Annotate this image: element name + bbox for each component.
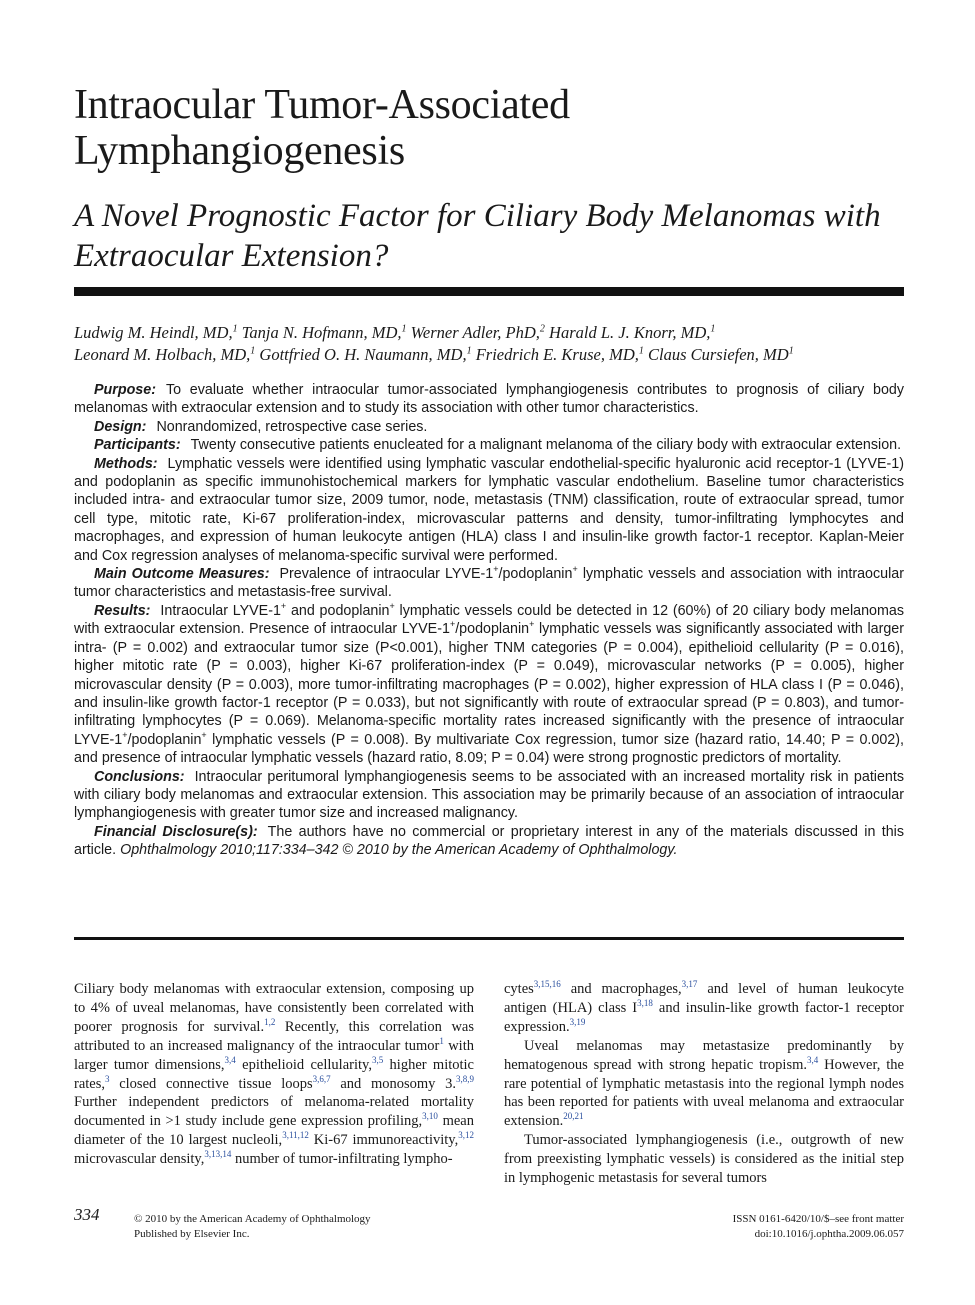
body-column-left (74, 980, 474, 1169)
abstract-divider (74, 937, 904, 940)
title-divider (74, 287, 904, 296)
abstract-methods: Methods: Lymphatic vessels were identified using lymphatic vascular endothelial-specific hyaluronic acid receptor-1 (LYVE-1) and podoplanin as specific immunohistochemical markers for lymphatic vascular endothelium. Baseline tumor characteristics included intra- and extraocular tumor size, 2009 tumor, node, metastasis (TNM) classification, route of extraocular spread, tumor cell type, mitotic rate, Ki-67 proliferation-index, microvascular patterns and density, tumor-infiltrating lymphocytes and macrophages, and expression of human leukocyte antigen (HLA) class I and insulin-like growth factor-1 receptor. Kaplan-Meier and Cox regression analyses of melanoma-specific survival were performed. (74, 455, 904, 564)
reference-link[interactable]: 3,11,12 (282, 1130, 309, 1141)
body-paragraph: cytes$^{3,15,16}$ and macrophages,$^{3,17}$ and level of human leukocyte antigen (HLA) class I$^{3,18}$ and insulin-like growth factor-1 receptor expression.$^{3,19}$ (504, 979, 905, 1035)
abstract-results: Results: Intraocular LYVE-1+ and podoplanin+ lymphatic vessels could be detected in 12 (60%) of 20 ciliary body melanomas with extraocular extension. Presence of intraocular LYVE-1+/podoplanin+ lymphatic vessels was significantly associated with larger intra- (P = 0.002) and extraocular tumor size (P<0.001), higher TNM categories (P = 0.004), epithelioid cellularity (P = 0.016), higher mitotic rate (P = 0.003), higher Ki-67 proliferation-index (P = 0.049), microvascular networks (P = 0.005), higher microvascular density (P = 0.003), more tumor-infiltrating macrophages (P = 0.002), higher expression of HLA class I (P = 0.046), and insulin-like growth factor-1 receptor (P = 0.033), but not significantly with route of extraocular spread (P = 0.803), and tumor-infiltrating lymphocytes (P = 0.069). Melanoma-specific mortality rates increased significantly with the presence of intraocular LYVE-1+/podoplanin+ lymphatic vessels (P = 0.008). By multivariate Cox regression, tumor size (hazard ratio, 14.40; P = 0.002), and presence of intraocular lymphatic vessels (hazard ratio, 8.09; P = 0.04) were strong prognostic predictors of mortality. (74, 601, 904, 767)
reference-link[interactable]: 3,6,7 (312, 1073, 331, 1084)
abstract-purpose: Purpose: To evaluate whether intraocular tumor-associated lymphangiogenesis contributes to prognosis of ciliary body melanomas with extraocular extension and to study its association with other tumor characteristics. (74, 382, 904, 417)
author: Tanja N. Hofmann, MD,$^1$ (241, 323, 407, 342)
reference-link[interactable]: 3,10 (422, 1111, 438, 1122)
body-paragraph: Uveal melanomas may metastasize predominantly by hematogenous spread with strong hepatic tropism.$^{3,4}$ However, the rare potential of lymphatic metastasis into the regional lymph nodes has been reported for patients with uveal melanoma and extraocular extension.$^{20,21}$ (504, 1037, 904, 1130)
author: Harald L. J. Knorr, MD,$^1$ (549, 323, 716, 342)
abstract-conclusions: Conclusions: Intraocular peritumoral lymphangiogenesis seems to be associated with an increased mortality risk in patients with ciliary body melanomas and extraocular extension. This association may be primarily because of an association of intraocular lymphangiogenesis with greater tumor size and increased malignancy. (74, 768, 904, 822)
footer-issn: ISSN 0161-6420/10/$–see front matter (732, 1213, 904, 1225)
article-title: Intraocular Tumor-Associated Lymphangiogenesis (74, 82, 570, 174)
reference-link[interactable]: 1,2 (264, 1016, 276, 1027)
reference-link[interactable]: 3 (105, 1073, 110, 1084)
abstract-outcome-measures: Main Outcome Measures: Prevalence of intraocular LYVE-1+/podoplanin+ lymphatic vessels and association with intraocular tumor characteristics and metastasis-free survival. (74, 564, 904, 601)
reference-link[interactable]: 3,8,9 (456, 1073, 475, 1084)
author-list (74, 322, 904, 366)
reference-link[interactable]: 3,19 (569, 1016, 586, 1027)
footer-publisher-info (134, 1212, 371, 1242)
reference-link[interactable]: 3,18 (637, 998, 653, 1009)
reference-link[interactable]: 3,4 (807, 1054, 819, 1065)
footer-identifiers (733, 1212, 904, 1242)
author: Friedrich E. Kruse, MD,$^1$ (475, 345, 644, 364)
page-number: 334 (74, 1205, 100, 1224)
reference-link[interactable]: 20,21 (563, 1111, 584, 1122)
author: Claus Cursiefen, $MD^1$ (648, 345, 794, 364)
reference-link[interactable]: 3,13,14 (204, 1149, 232, 1160)
footer-copyright: © 2010 by the American Academy of Ophthalmology (134, 1213, 371, 1225)
abstract-disclosure: Financial Disclosure(s): The authors have no commercial or proprietary interest in any of the materials discussed in this article. Ophthalmology 2010;117:334–342 © 2010 by the American Academy of Ophthalmology. (74, 823, 905, 859)
reference-link[interactable]: 3,4 (224, 1054, 236, 1065)
abstract-participants: Participants: Twenty consecutive patients enucleated for a malignant melanoma of the ciliary body with extraocular extension. (94, 437, 902, 454)
journal-citation: Ophthalmology 2010;117:334–342 © 2010 by the American Academy of Ophthalmology. (120, 842, 678, 859)
reference-link[interactable]: 3,5 (371, 1054, 384, 1065)
reference-link[interactable]: 1 (439, 1035, 444, 1046)
author: Werner Adler, PhD,$^2$ (410, 323, 545, 342)
footer-doi[interactable]: doi:10.1016/j.ophtha.2009.06.057 (754, 1228, 904, 1240)
article-subtitle: A Novel Prognostic Factor for Ciliary Body Melanomas with Extraocular Extension? (74, 198, 881, 274)
body-paragraph: Ciliary body melanomas with extraocular extension, composing up to 4% of uveal melanomas, have consistently been correlated with poorer prognosis for survival.$^{1,2}$ Recently, this correlation was attributed to an increased malignancy of the intraocular tumor$^1$ with larger tumor dimensions,$^{3,4}$ epithelioid cellularity,$^{3,5}$ higher mitotic rates,$^3$ closed connective tissue loops$^{3,6,7}$ and monosomy 3.$^{3,8,9}$ Further independent predictors of melanoma-related mortality documented in >1 study include gene expression profiling,$^{3,10}$ mean diameter of the 10 largest nucleoli,$^{3,11,12}$ Ki-67 immunoreactivity,$^{3,12}$ microvascular density,$^{3,13,14}$ number of tumor-infiltrating lympho- (74, 981, 475, 1168)
reference-link[interactable]: 3,12 (458, 1130, 474, 1141)
body-column-right (504, 980, 904, 1188)
body-paragraph: Tumor-associated lymphangiogenesis (i.e., outgrowth of new from preexisting lymphatic vessels) is considered as the initial step in lymphogenic metastasis for several tumors (504, 1132, 904, 1187)
reference-link[interactable]: 3,17 (681, 979, 698, 990)
author: Gottfried O. H. Naumann, MD,$^1$ (259, 345, 472, 364)
abstract (74, 381, 904, 860)
abstract-design: Design: Nonrandomized, retrospective case series. (94, 418, 428, 435)
author: Leonard M. Holbach, MD,$^1$ (74, 345, 256, 364)
author: Ludwig M. Heindl, MD,$^1$ (74, 323, 238, 342)
footer-publisher: Published by Elsevier Inc. (134, 1228, 250, 1240)
reference-link[interactable]: 3,15,16 (533, 979, 561, 990)
